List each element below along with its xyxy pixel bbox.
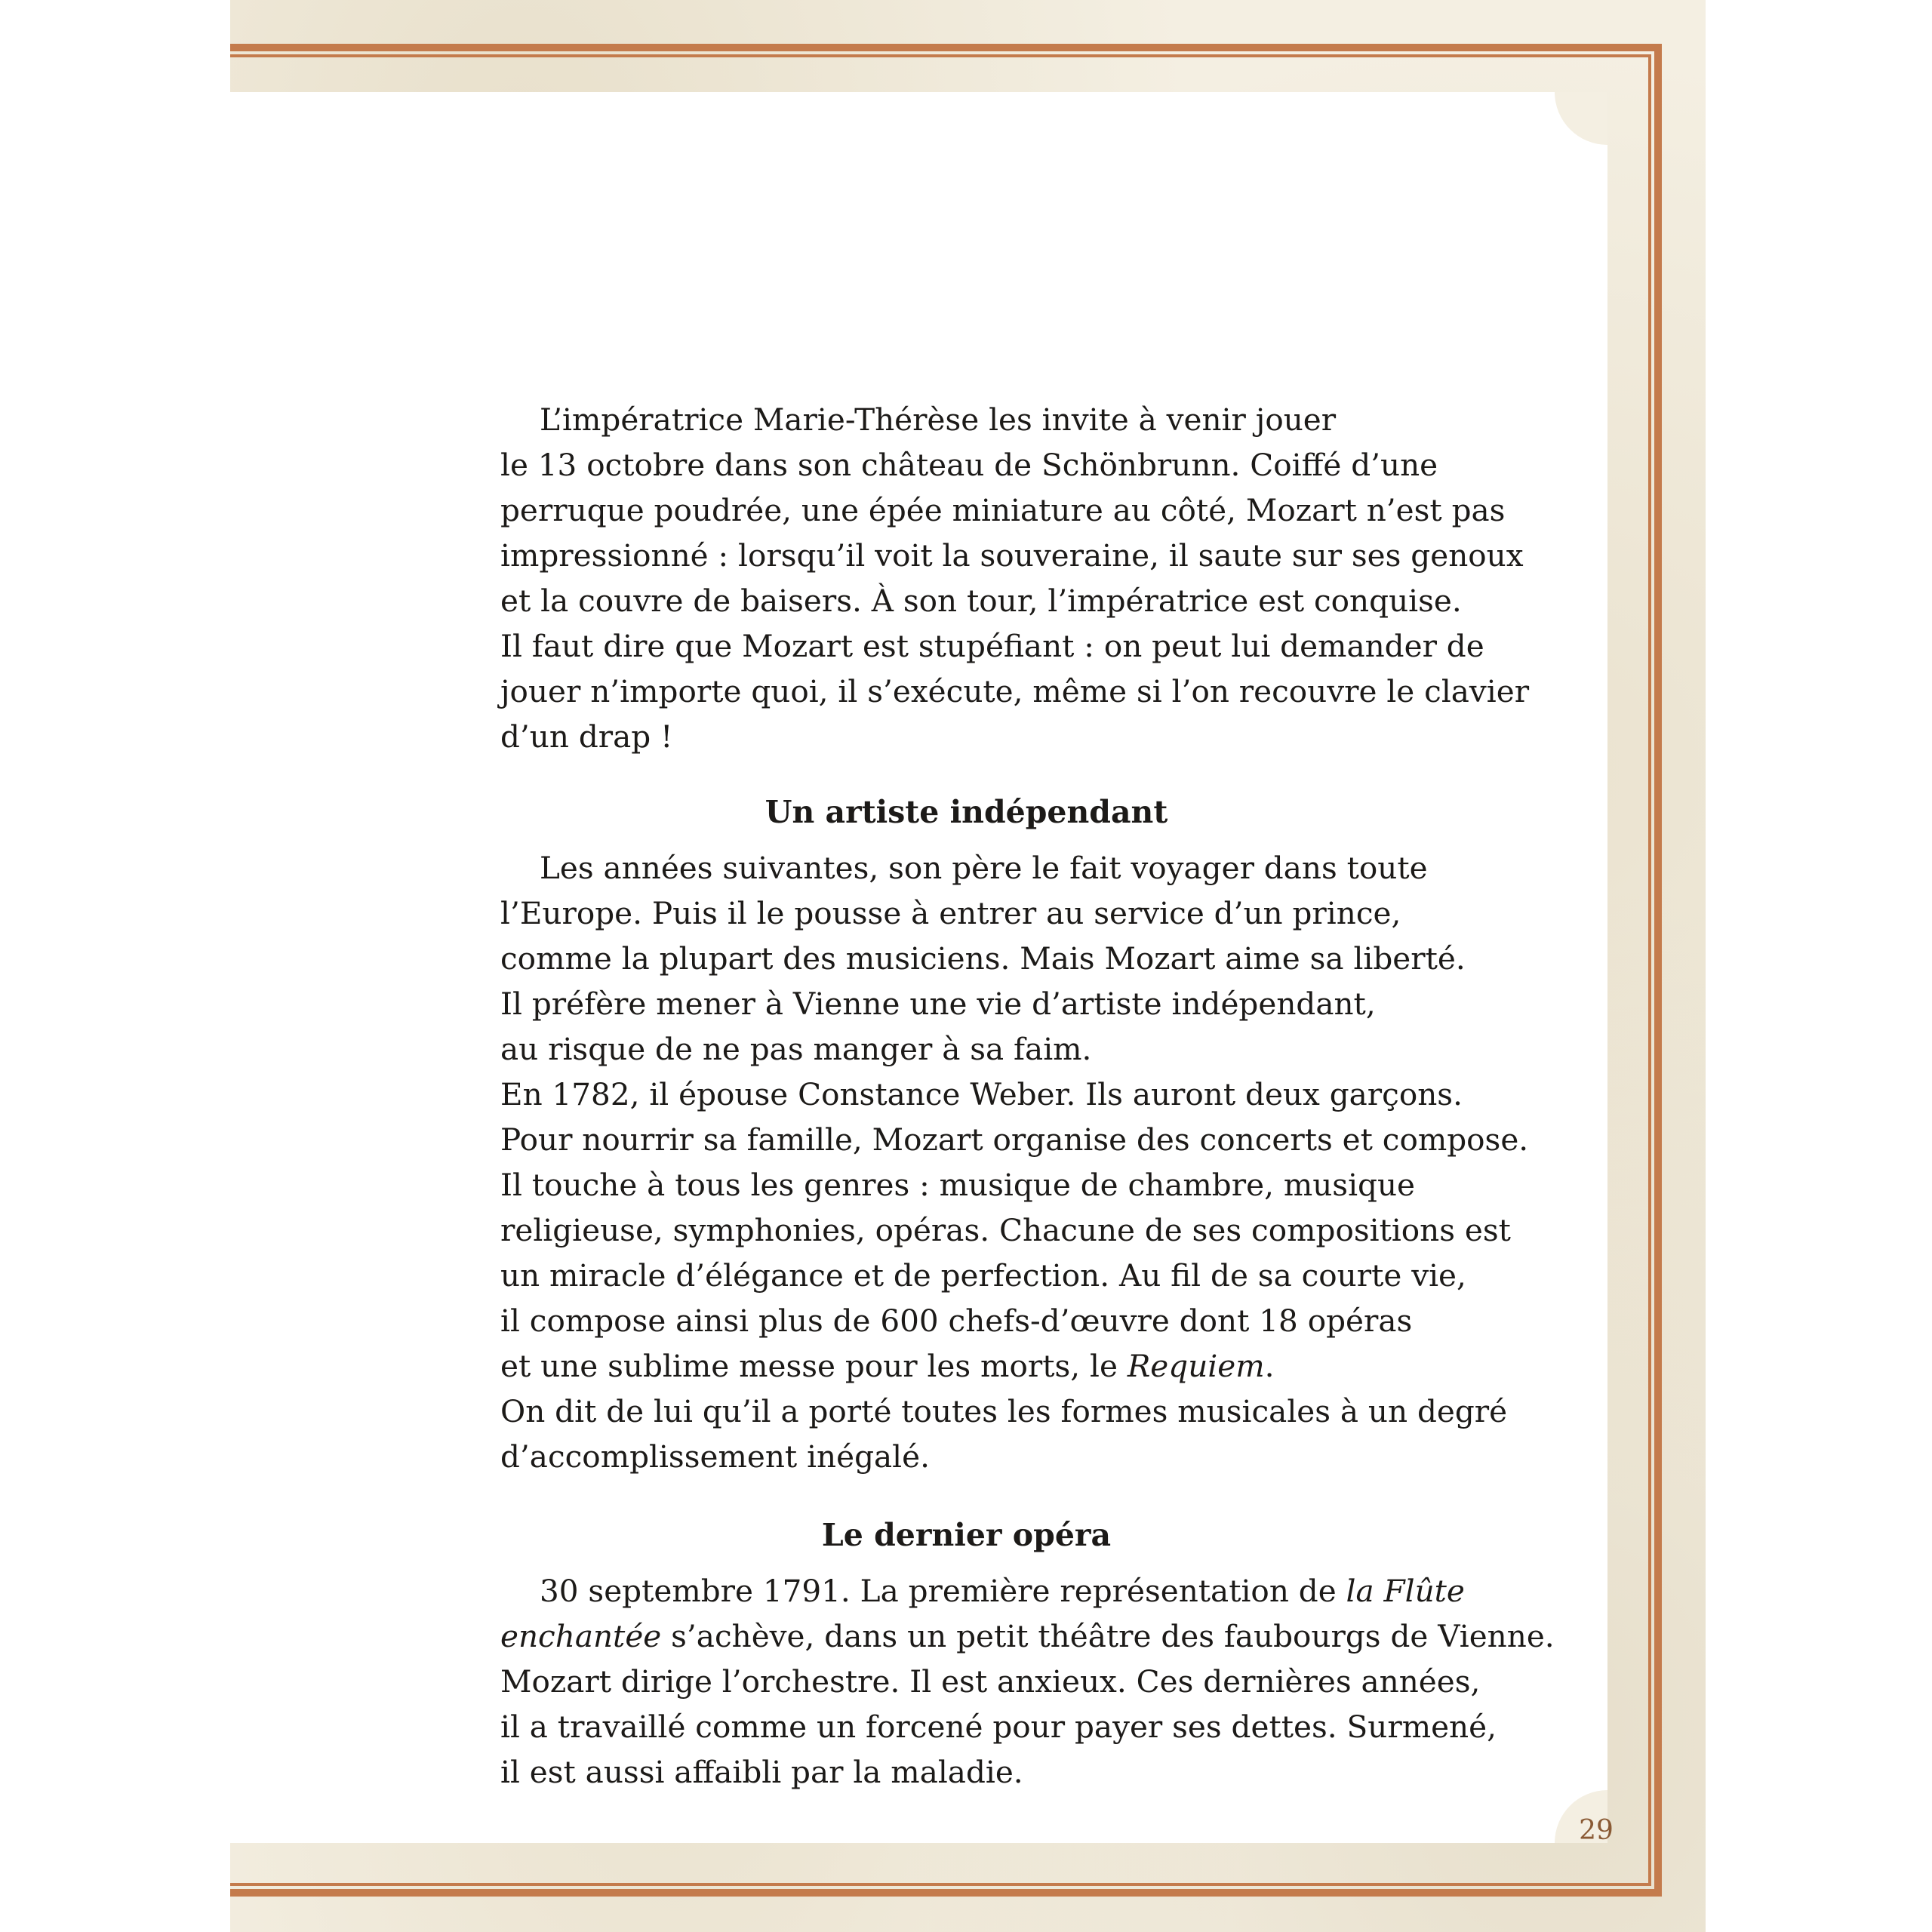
text-line [500,1614,1555,1659]
text-line: il est aussi affaibli par la maladie. [500,1754,1023,1790]
text-line: le 13 octobre dans son château de Schönbrunn. Coiffé d’une [500,447,1438,483]
text-line: jouer n’importe quoi, il s’exécute, même si l’on recouvre le clavier [500,673,1530,709]
text-line: Les années suivantes, son père le fait voyager dans toute [540,850,1428,886]
text-line: et la couvre de baisers. À son tour, l’impératrice est conquise. [500,583,1462,619]
text-fragment: s’achève, dans un petit théâtre des faubourgs de Vienne. [661,1618,1555,1654]
italic-title: enchantée [500,1618,662,1654]
text-line: d’accomplissement inégalé. [500,1438,930,1475]
text-line: L’impératrice Marie-Thérèse les invite à venir jouer [540,401,1337,438]
text-line: religieuse, symphonies, opéras. Chacune de ses compositions est [500,1212,1511,1248]
text-fragment: et une sublime messe pour les morts, le [500,1348,1128,1384]
italic-title: Requiem [1127,1348,1265,1384]
text-line: Mozart dirige l’orchestre. Il est anxieux. Ces dernières années, [500,1663,1481,1700]
paragraph-independent-artist [500,845,1529,1479]
body-text [500,397,1555,1795]
section-heading: Le dernier opéra [821,1517,1112,1553]
italic-title: la Flûte [1346,1573,1465,1609]
text-line: un miracle d’élégance et de perfection. Au fil de sa courte vie, [500,1257,1466,1294]
text-line: Il faut dire que Mozart est stupéfiant : on peut lui demander de [500,628,1484,664]
page-number: 29 [1579,1815,1614,1846]
text-line: d’un drap ! [500,718,673,755]
text-line: il a travaillé comme un forcené pour payer ses dettes. Surmené, [500,1709,1497,1745]
text-line [500,1568,1465,1614]
text-line: perruque poudrée, une épée miniature au côté, Mozart n’est pas [500,492,1506,528]
paragraph-last-opera [500,1568,1555,1795]
text-line [500,1343,1436,1389]
text-line: En 1782, il épouse Constance Weber. Ils auront deux garçons. [500,1076,1463,1112]
text-line: Pour nourrir sa famille, Mozart organise des concerts et compose. [500,1121,1529,1158]
text-line: comme la plupart des musiciens. Mais Mozart aime sa liberté. [500,940,1466,977]
text-line: l’Europe. Puis il le pousse à entrer au service d’un prince, [500,895,1401,931]
text-line: il compose ainsi plus de 600 chefs-d’œuvre dont 18 opéras [500,1303,1413,1339]
section-heading: Un artiste indépendant [764,794,1168,830]
text-fragment: . [1264,1348,1275,1384]
text-line: impressionné : lorsqu’il voit la souveraine, il saute sur ses genoux [500,537,1524,574]
text-fragment: 30 septembre 1791. La première représentation de [540,1573,1346,1609]
text-line: Il touche à tous les genres : musique de chambre, musique [500,1167,1416,1203]
text-line: Il préfère mener à Vienne une vie d’artiste indépendant, [500,986,1376,1022]
text-line: au risque de ne pas manger à sa faim. [500,1031,1092,1067]
paragraph-intro [500,397,1530,759]
text-line: On dit de lui qu’il a porté toutes les formes musicales à un degré [500,1393,1508,1429]
